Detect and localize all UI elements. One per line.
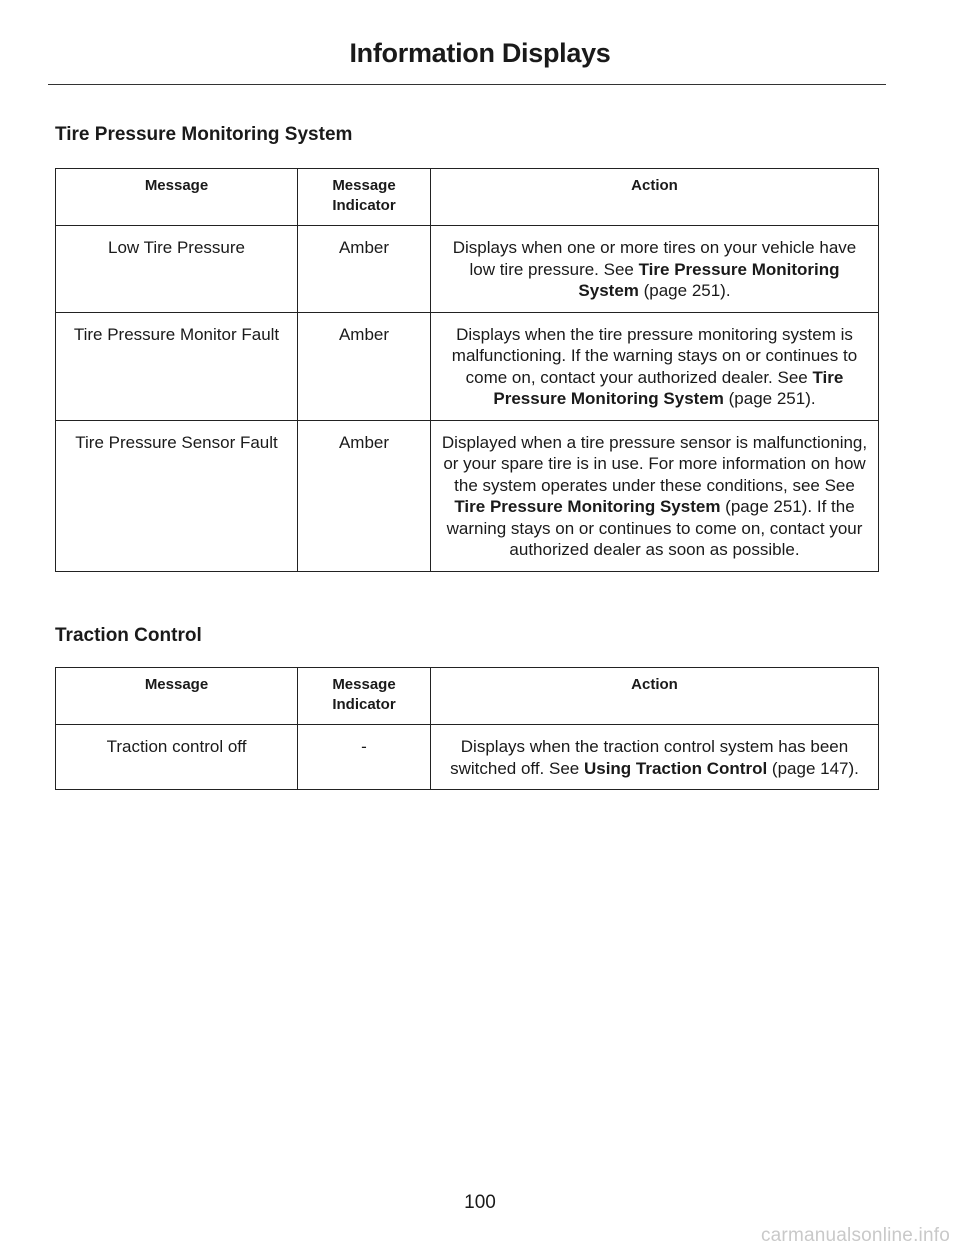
table-row: [56, 226, 879, 313]
action-text: Displays when one or more tires on your vehicle have low tire pressure. See: [452, 238, 857, 279]
action-page-ref: (page 251). If the warning stays on or continues to come on, contact your authorized dealer as soon as possible.: [446, 497, 863, 559]
table-header-row: [56, 668, 879, 725]
cross-reference-link[interactable]: Tire Pressure Monitoring System: [454, 497, 721, 516]
page-header: [0, 38, 960, 69]
row-indicator: Amber: [298, 226, 431, 313]
row-action: [431, 312, 879, 420]
row-indicator: Amber: [298, 420, 431, 571]
tpms-section-title: Tire Pressure Monitoring System: [55, 124, 353, 145]
header-indicator-line2: Indicator: [332, 197, 396, 214]
action-text: Displayed when a tire pressure sensor is malfunctioning, or your spare tire is in use. For more information on how the system operates under these conditions, see See: [441, 432, 868, 495]
table-row: [56, 420, 879, 571]
row-action: [431, 725, 879, 790]
action-text: Displays when the traction control system has been switched off. See: [450, 737, 849, 778]
cross-reference-link[interactable]: Tire Pressure Monitoring System: [578, 259, 840, 300]
row-message: Tire Pressure Monitor Fault: [56, 312, 298, 420]
table-row: [56, 312, 879, 420]
table-row: [56, 725, 879, 790]
header-indicator-line1: Message: [332, 177, 396, 194]
row-indicator: -: [298, 725, 431, 790]
action-page-ref: (page 147).: [767, 758, 859, 778]
traction-section-title: Traction Control: [55, 625, 202, 646]
header-indicator: [298, 169, 431, 226]
row-action: [431, 420, 879, 571]
watermark: carmanualsonline.info: [760, 1225, 950, 1246]
cross-reference-link[interactable]: Using Traction Control: [583, 758, 768, 778]
row-message: Low Tire Pressure: [56, 226, 298, 313]
header-action: Action: [431, 169, 879, 226]
row-action: [431, 226, 879, 313]
action-page-ref: (page 251).: [723, 389, 816, 408]
tpms-table: [55, 168, 879, 572]
traction-table: [55, 667, 879, 790]
header-divider: [48, 84, 886, 85]
header-indicator-line2: Indicator: [332, 696, 396, 713]
header-action: Action: [431, 668, 879, 725]
row-message: Tire Pressure Sensor Fault: [56, 420, 298, 571]
cross-reference-link[interactable]: Tire Pressure Monitoring System: [493, 367, 844, 408]
header-indicator-line1: Message: [332, 676, 396, 693]
header-indicator: [298, 668, 431, 725]
table-header-row: [56, 169, 879, 226]
page-number: 100: [464, 1192, 496, 1213]
action-text: Displays when the tire pressure monitoring system is malfunctioning. If the warning stays on or continues to come on, contact your authorized dealer. See: [451, 324, 858, 387]
row-indicator: Amber: [298, 312, 431, 420]
header-message: Message: [56, 169, 298, 226]
header-message: Message: [56, 668, 298, 725]
row-message: Traction control off: [56, 725, 298, 790]
action-page-ref: (page 251).: [638, 281, 731, 300]
page-title: Information Displays: [349, 38, 611, 68]
